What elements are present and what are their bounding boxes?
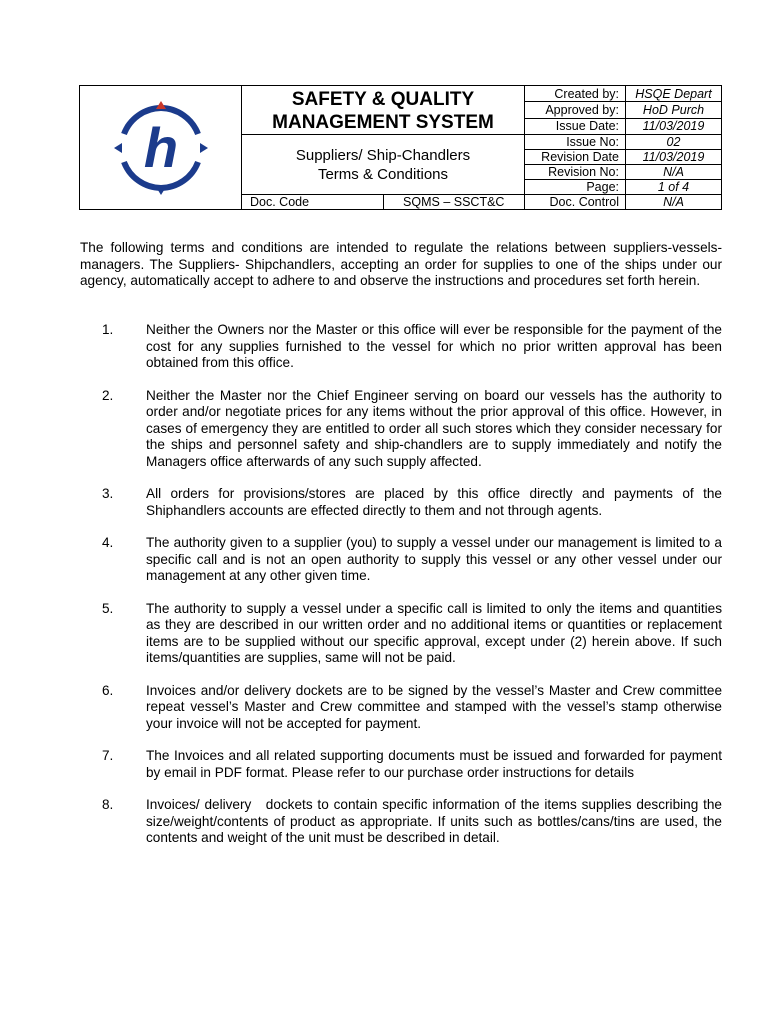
page-value: 1 of 4 — [626, 180, 722, 195]
issue-no-label: Issue No: — [525, 135, 626, 150]
term-item — [80, 748, 722, 781]
intro-paragraph: The following terms and conditions are intended to regulate the relations between suppliers-vessels- managers. The Suppliers- Shipchandlers, accepting an order for supplies to one of the ships under our agency, automatically accept to adhere to and observe the instructions and procedures set forth herein. — [80, 240, 722, 288]
issue-date-label: Issue Date: — [525, 118, 626, 134]
term-item — [80, 601, 722, 667]
term-text: The authority given to a supplier (you) to supply a vessel under our management is limited to a specific call and is not an open authority to supply this vessel or any other vessel under our management at any other given time. — [146, 535, 722, 583]
term-item — [80, 535, 722, 585]
terms-list — [80, 322, 722, 863]
term-item — [80, 797, 722, 847]
term-text: The Invoices and all related supporting documents must be issued and forwarded for payment by email in PDF format. Please refer to our purchase order instructions for details — [146, 748, 722, 780]
doc-control-label: Doc. Control — [525, 195, 626, 210]
term-text: Neither the Owners nor the Master or this office will ever be responsible for the payment of the cost for any supplies furnished to the vessel for which no prior written approval has been obtained from this office. — [146, 322, 722, 370]
company-logo — [80, 86, 242, 210]
term-text: Invoices/ delivery dockets to contain specific information of the items supplies describing the size/weight/contents of product as appropriate. If units such as bottles/cans/tins are used, the contents and weight of the unit must be described in detail. — [146, 797, 722, 845]
document-header — [79, 85, 722, 210]
term-text: Neither the Master nor the Chief Engineer serving on board our vessels has the authority to order and/or negotiate prices for any items without the prior approval of this office. However, in cases of emergency they are entitled to order all such stores which they consider necessary for the ships and personnel safety and ship-chandlers are to supply immediately and notify the Managers office afterwards of any such supply affected. — [146, 387, 722, 469]
term-number: 4. — [102, 535, 114, 550]
term-number: 7. — [102, 748, 114, 763]
term-text: The authority to supply a vessel under a specific call is limited to only the items and quantities as they are described in our written order and no additional items or quantities or replacement items are to be supplied without our specific approval, except under (2) herein above. If such items/quantities are supplies, same will not be paid. — [146, 600, 722, 665]
created-by-label: Created by: — [525, 86, 626, 102]
revision-date-label: Revision Date — [525, 150, 626, 165]
term-item — [80, 322, 722, 372]
issue-date-value: 11/03/2019 — [626, 118, 722, 134]
term-number: 6. — [102, 682, 114, 698]
doc-control-value: N/A — [626, 195, 722, 210]
term-number: 3. — [102, 486, 114, 501]
term-item — [80, 486, 722, 519]
issue-no-value: 02 — [626, 135, 722, 150]
revision-no-value: N/A — [626, 165, 722, 180]
approved-by-label: Approved by: — [525, 102, 626, 118]
doc-code-value: SQMS – SSCT&C — [383, 195, 525, 210]
term-text: Invoices and/or delivery dockets are to be signed by the vessel’s Master and Crew committee repeat vessel’s Master and Crew committee and stamped with the vessel’s stamp otherwise your invoice will not be accepted for payment. — [146, 682, 722, 731]
page-label: Page: — [525, 180, 626, 195]
revision-no-label: Revision No: — [525, 165, 626, 180]
svg-text:h: h — [143, 115, 178, 179]
term-number: 8. — [102, 797, 114, 812]
term-item — [80, 388, 722, 471]
created-by-value: HSQE Depart — [626, 86, 722, 102]
approved-by-value: HoD Purch — [626, 102, 722, 118]
term-number: 1. — [102, 322, 114, 337]
revision-date-value: 11/03/2019 — [626, 150, 722, 165]
term-number: 2. — [102, 387, 114, 403]
term-text: All orders for provisions/stores are placed by this office directly and payments of the Shiphandlers accounts are effected directly to them and not through agents. — [146, 486, 722, 518]
term-number: 5. — [102, 600, 114, 616]
system-title: SAFETY & QUALITY MANAGEMENT SYSTEM — [242, 86, 525, 135]
compass-logo-icon — [113, 100, 209, 196]
document-subtitle: Suppliers/ Ship-Chandlers Terms & Conditions — [242, 135, 525, 195]
term-item — [80, 683, 722, 733]
doc-code-label: Doc. Code — [242, 195, 384, 210]
